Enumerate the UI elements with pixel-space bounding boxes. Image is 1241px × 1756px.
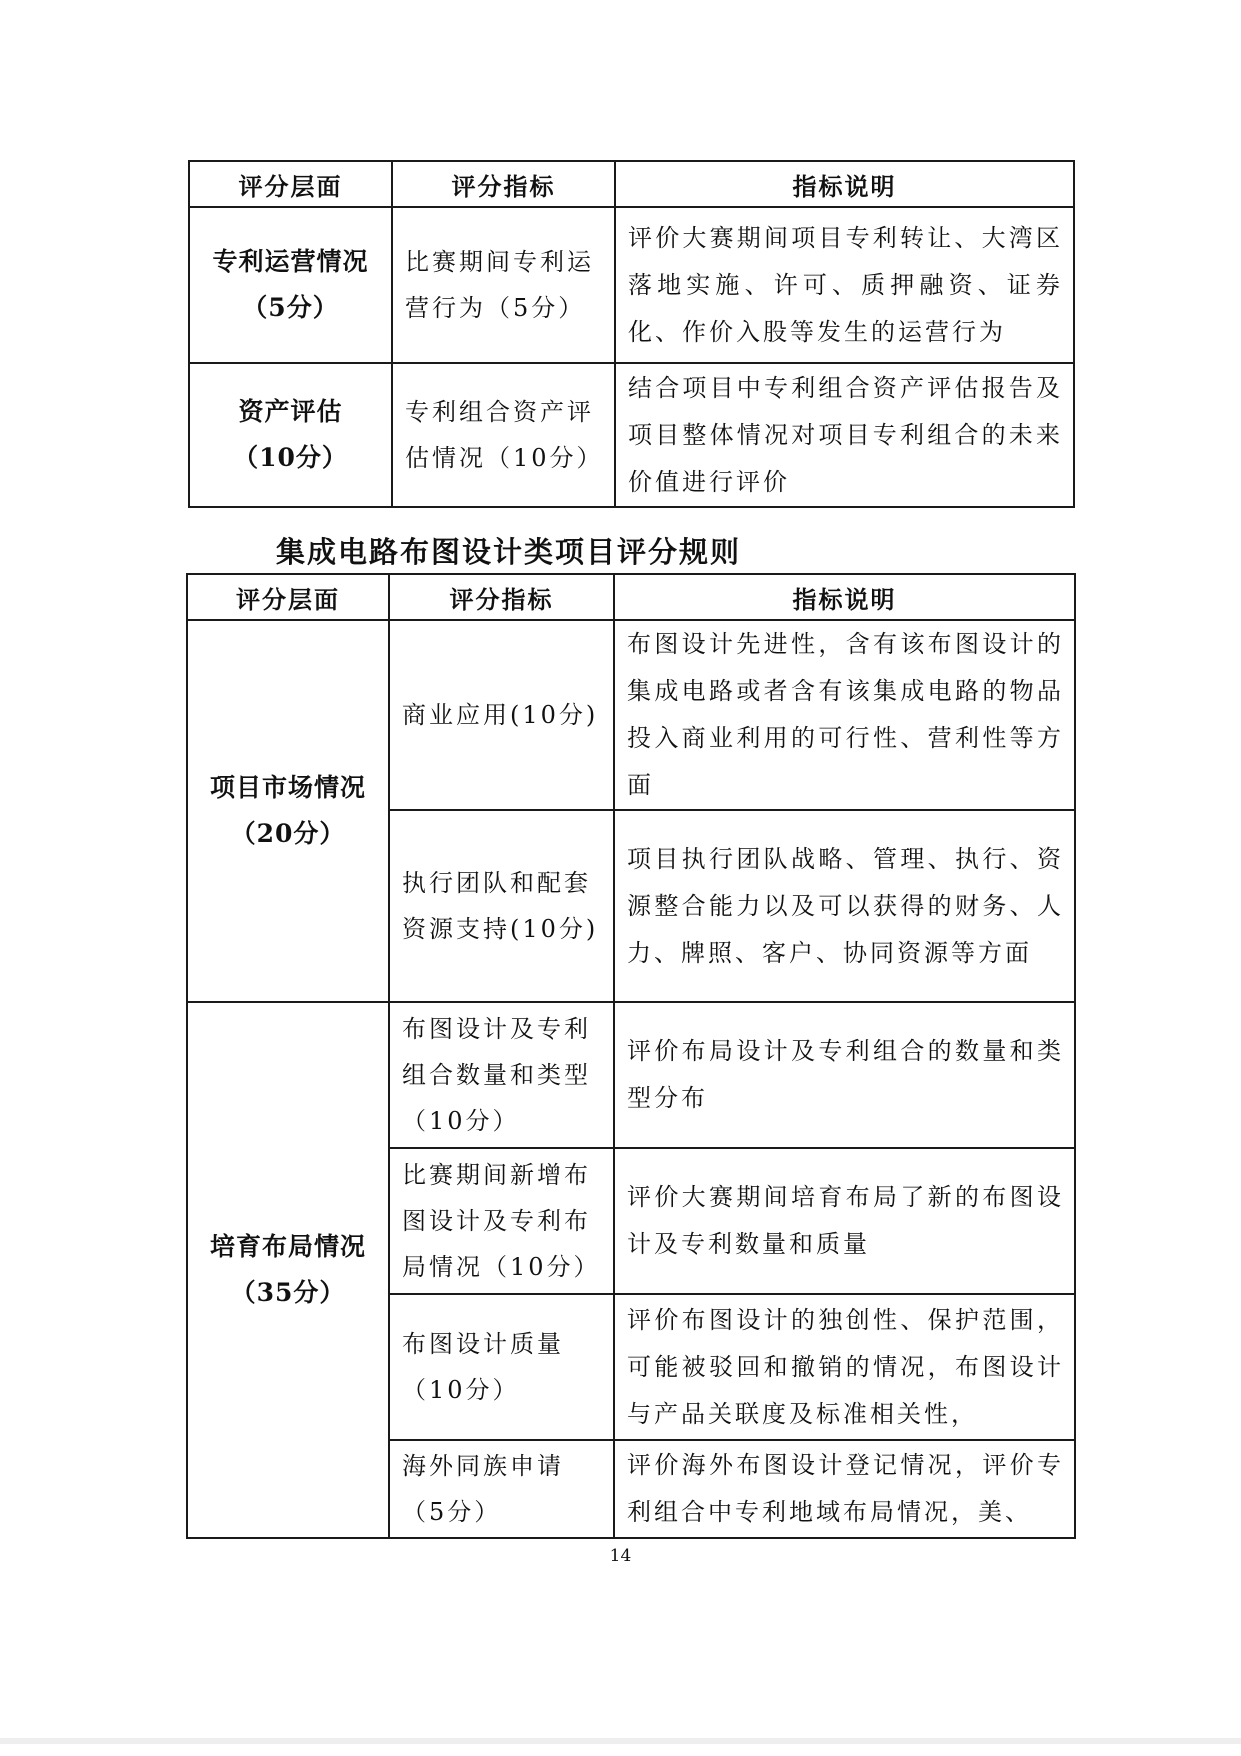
level-cell: [189, 363, 392, 507]
level-score: （5分）: [242, 293, 339, 322]
table-header-row: [187, 574, 1075, 620]
indicator-cell: 比赛期间新增布图设计及专利布局情况（10分）: [389, 1148, 614, 1294]
header-level: 评分层面: [187, 574, 389, 620]
indicator-cell: 布图设计质量（10分）: [389, 1294, 614, 1440]
level-score: （35分）: [230, 1278, 346, 1307]
page-number: 14: [609, 1546, 632, 1566]
description-cell: 评价布图设计的独创性、保护范围，可能被驳回和撤销的情况，布图设计与产品关联度及标准相关性，: [614, 1294, 1075, 1440]
indicator-cell: 商业应用(10分): [389, 620, 614, 810]
description-cell: 项目执行团队战略、管理、执行、资源整合能力以及可以获得的财务、人力、牌照、客户、协同资源等方面: [614, 810, 1075, 1002]
description-cell: 结合项目中专利组合资产评估报告及项目整体情况对项目专利组合的未来价值进行评价: [615, 363, 1074, 507]
header-indicator: 评分指标: [389, 574, 614, 620]
level-name: 资产评估: [238, 397, 343, 426]
table-header-row: [189, 161, 1074, 207]
indicator-cell: 比赛期间专利运营行为（5分）: [392, 207, 615, 363]
indicator-cell: 布图设计及专利组合数量和类型（10分）: [389, 1002, 614, 1148]
level-name: 培育布局情况: [209, 1232, 366, 1261]
table-row: [187, 1002, 1075, 1148]
header-description: 指标说明: [614, 574, 1075, 620]
level-score: （10分）: [233, 443, 348, 472]
scan-edge: [0, 1738, 1241, 1744]
level-score: （20分）: [230, 819, 346, 848]
level-cell: [187, 620, 389, 1002]
level-cell: [189, 207, 392, 363]
header-level: 评分层面: [189, 161, 392, 207]
description-cell: 评价海外布图设计登记情况，评价专利组合中专利地域布局情况，美、: [614, 1440, 1075, 1538]
table-row: [189, 363, 1074, 507]
level-cell: [187, 1002, 389, 1538]
indicator-cell: 海外同族申请（5分）: [389, 1440, 614, 1538]
scoring-table-patent: [188, 160, 1075, 508]
header-indicator: 评分指标: [392, 161, 615, 207]
level-name: 专利运营情况: [212, 247, 369, 276]
header-description: 指标说明: [615, 161, 1074, 207]
indicator-cell: 执行团队和配套资源支持(10分): [389, 810, 614, 1002]
level-name: 项目市场情况: [209, 773, 366, 802]
table-row: [187, 620, 1075, 810]
indicator-cell: 专利组合资产评估情况（10分）: [392, 363, 615, 507]
scoring-table-ic-layout: [186, 573, 1076, 1539]
table-row: [189, 207, 1074, 363]
section-title: 集成电路布图设计类项目评分规则: [276, 535, 742, 569]
description-cell: 评价大赛期间项目专利转让、大湾区落地实施、许可、质押融资、证券化、作价入股等发生的运营行为: [615, 207, 1074, 363]
description-cell: 评价布局设计及专利组合的数量和类型分布: [614, 1002, 1075, 1148]
description-cell: 布图设计先进性，含有该布图设计的集成电路或者含有该集成电路的物品投入商业利用的可行性、营利性等方面: [614, 620, 1075, 810]
description-cell: 评价大赛期间培育布局了新的布图设计及专利数量和质量: [614, 1148, 1075, 1294]
